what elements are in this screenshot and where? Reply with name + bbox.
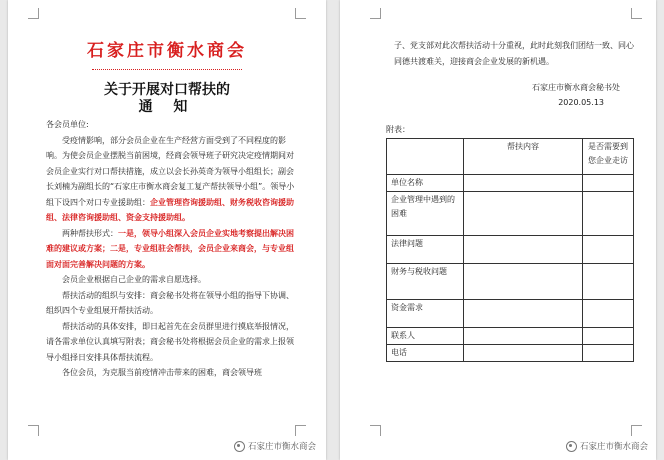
row-label-cell: 联系人 (387, 328, 464, 345)
paragraph (46, 133, 296, 226)
table-cell[interactable] (583, 328, 634, 345)
assistance-table (386, 138, 634, 362)
document-page-left (8, 0, 326, 460)
paragraph-text: 受疫情影响，部分会员企业在生产经营方面受到了不同程度的影响。为使会员企业摆脱当前困境，经商会领导班子研究决定疫情期间对会员企业实行对口帮扶措施，成立以会长孙英奇为领导小组组长；副会长刘楠为副组长的“石家庄市衡水商会复工复产帮扶领导小组”。领导小组下设四个对口专业援助组： (46, 135, 295, 207)
row-label-cell: 企业管理中遇到的困难 (387, 192, 464, 236)
organization-title: 石家庄市衡水商会 (87, 41, 247, 61)
notice-title-line2: 通 知 (138, 99, 196, 115)
table-cell[interactable] (464, 328, 583, 345)
page-corner-mark (28, 425, 39, 436)
table-cell[interactable] (464, 192, 583, 236)
row-label-cell: 法律问题 (387, 236, 464, 264)
document-page-right (340, 0, 656, 460)
table-cell (387, 139, 464, 175)
table-cell[interactable] (464, 300, 583, 328)
paragraph (46, 226, 296, 273)
table-cell[interactable] (583, 300, 634, 328)
page-corner-mark (295, 8, 306, 19)
row-label-cell: 资金需求 (387, 300, 464, 328)
table-row (387, 300, 634, 328)
page-corner-mark (631, 425, 642, 436)
row-label-cell: 电话 (387, 345, 464, 362)
date: 2020.05.13 (558, 98, 604, 107)
paragraph: 帮扶活动的组织与安排：商会秘书处将在领导小组的指导下协调、组织四个专业组展开帮扶活动。 (46, 290, 294, 315)
page-corner-mark (370, 8, 381, 19)
table-cell[interactable] (464, 264, 583, 300)
table-header-cell: 帮扶内容 (464, 139, 583, 175)
salutation: 各会员单位: (46, 120, 89, 129)
row-label-cell: 单位名称 (387, 175, 464, 192)
table-cell[interactable] (583, 175, 634, 192)
watermark (566, 440, 648, 452)
aid-groups-highlight: 企业管理咨询援助组、财务税收咨询援助组、法律咨询援助组、资金支持援助组。 (46, 197, 294, 222)
notice-body (46, 117, 296, 381)
paragraph: 子、党支部对此次帮扶活动十分重视，此时此刻我们团结一致、同心同德共渡难关，迎接商会企业发展的新机遇。 (394, 41, 634, 66)
watermark (234, 440, 316, 452)
page-corner-mark (370, 425, 381, 436)
page-corner-mark (28, 8, 39, 19)
table-row (387, 139, 634, 175)
table-row (387, 236, 634, 264)
table-cell[interactable] (464, 175, 583, 192)
table-row (387, 345, 634, 362)
page-corner-mark (631, 8, 642, 19)
table-cell[interactable] (464, 345, 583, 362)
paragraph: 各位会员，为克服当前疫情冲击带来的困难，商会领导班 (62, 368, 262, 377)
attachment-label: 附表： (386, 125, 410, 134)
signature: 石家庄市衡水商会秘书处 (532, 83, 620, 92)
paragraph: 帮扶活动的具体安排，即日起首先在会员群里进行摸底举报情况，请各需求单位认真填写附表；商会秘书处将根据会员企业的需求上报领导小组择日安排具体帮扶流程。 (46, 321, 294, 362)
paragraph: 会员企业根据自己企业的需求自愿选择。 (62, 275, 206, 284)
table-cell[interactable] (583, 236, 634, 264)
wechat-icon (566, 441, 577, 452)
table-row (387, 175, 634, 192)
table-row (387, 328, 634, 345)
table-cell[interactable] (583, 264, 634, 300)
row-label-cell: 财务与税收问题 (387, 264, 464, 300)
aid-forms-highlight: 一是，领导小组深入会员企业实地考察提出解决困难的建议或方案；二是，专业组驻会帮扶，会员企业来商会，与专业组面对面完善解决问题的方案。 (46, 228, 294, 269)
notice-body-continued (394, 38, 634, 69)
notice-title-line1: 关于开展对口帮扶的 (104, 82, 230, 98)
red-divider (92, 69, 242, 70)
watermark-text: 石家庄市衡水商会 (247, 442, 316, 452)
table-row (387, 264, 634, 300)
paragraph-text: 两种帮扶形式： (62, 228, 118, 238)
watermark-text: 石家庄市衡水商会 (579, 442, 648, 452)
table-cell[interactable] (464, 236, 583, 264)
wechat-icon (234, 441, 245, 452)
table-header-cell: 是否需要到您企业走访 (583, 139, 634, 175)
table-cell[interactable] (583, 345, 634, 362)
table-row (387, 192, 634, 236)
table-cell[interactable] (583, 192, 634, 236)
page-corner-mark (295, 425, 306, 436)
